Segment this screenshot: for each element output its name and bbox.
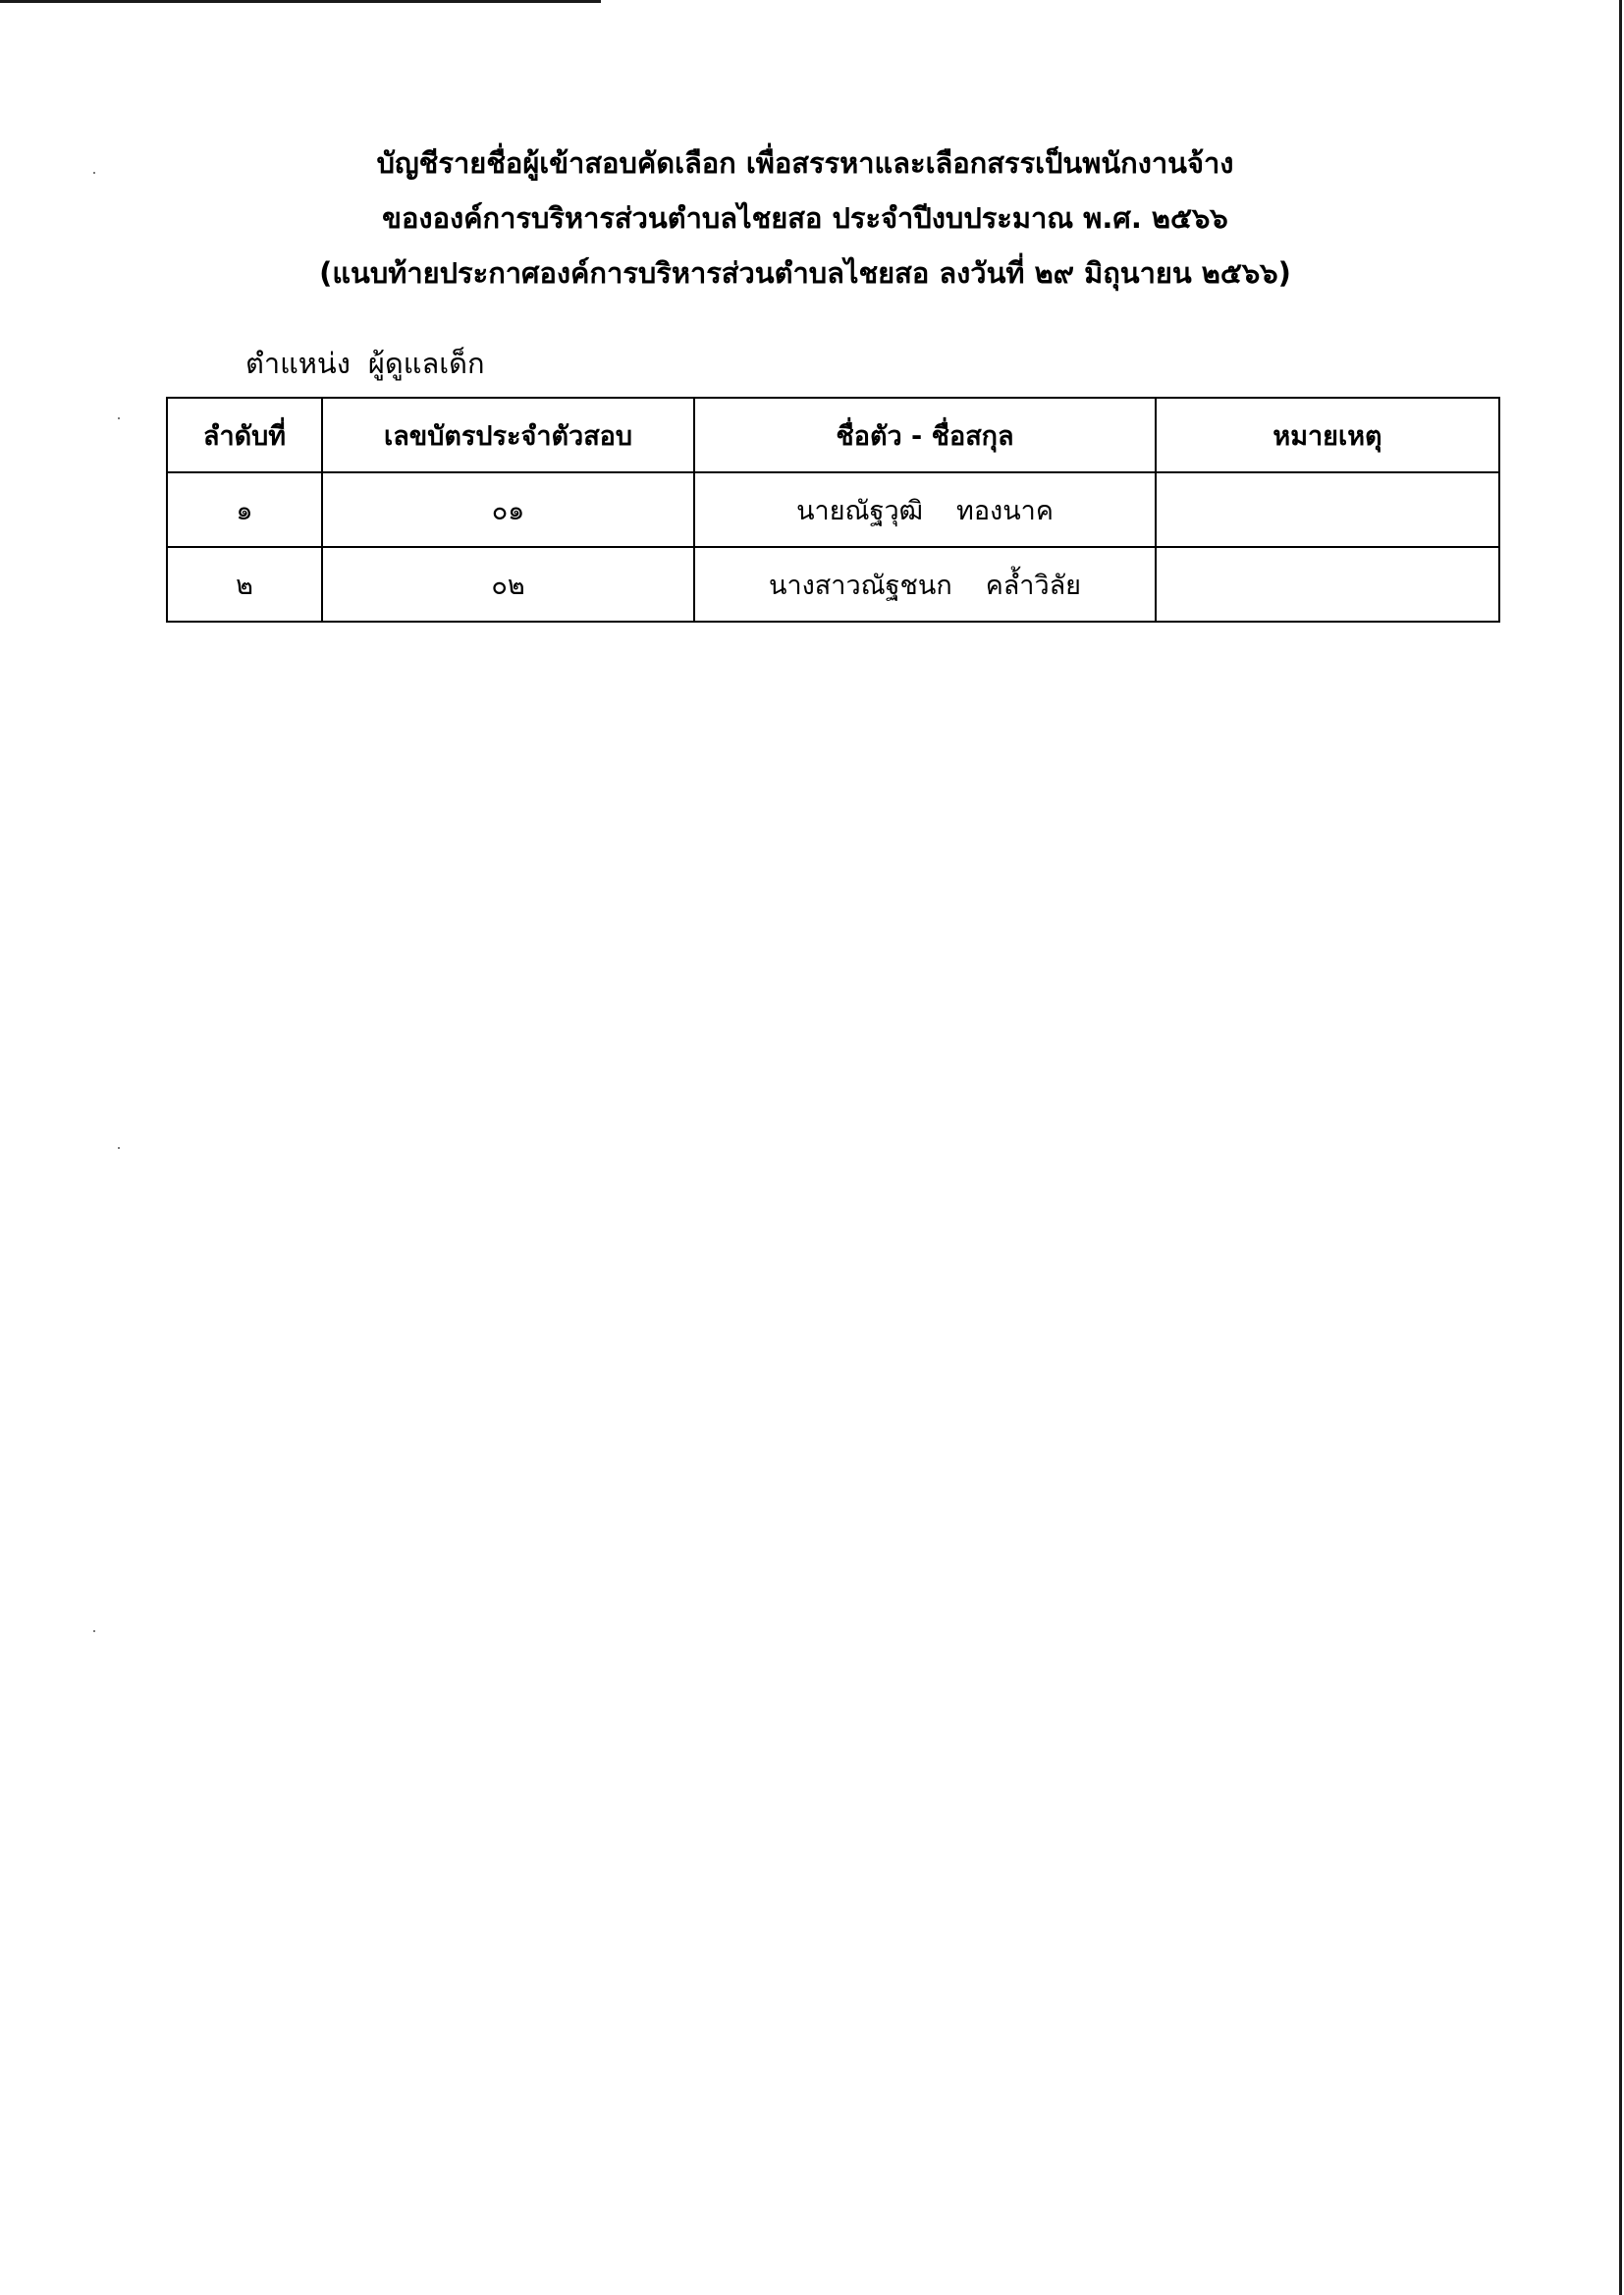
- cell-order: ๑: [167, 472, 322, 547]
- scan-speck: [118, 1147, 120, 1149]
- header-attachment-note: (แนบท้ายประกาศองค์การบริหารส่วนตำบลไชยสอ ลงวันที่ ๒๙ มิถุนายน ๒๕๖๖): [319, 256, 1291, 290]
- scan-border-top: [0, 0, 601, 3]
- cell-first-name: นางสาวณัฐชนก: [769, 570, 952, 601]
- column-header-order: ลำดับที่: [167, 398, 322, 472]
- cell-exam-id: ๐๒: [322, 547, 694, 622]
- scan-speck: [118, 417, 120, 419]
- position-line: [245, 342, 485, 385]
- document-header: [295, 136, 1316, 301]
- table-header-row: [167, 398, 1499, 472]
- position-value: ผู้ดูแลเด็ก: [367, 347, 485, 380]
- header-organization: ขององค์การบริหารส่วนตำบลไชยสอ ประจำปีงบประมาณ พ.ศ. ๒๕๖๖: [382, 201, 1228, 235]
- scan-border-right: [1619, 0, 1622, 2295]
- cell-full-name: [694, 547, 1156, 622]
- header-title: บัญชีรายชื่อผู้เข้าสอบคัดเลือก เพื่อสรรหาและเลือกสรรเป็นพนักงานจ้าง: [376, 146, 1234, 180]
- cell-order: ๒: [167, 547, 322, 622]
- cell-last-name: คล้ำวิลัย: [985, 570, 1081, 601]
- cell-remark: [1156, 472, 1499, 547]
- column-header-remark: หมายเหตุ: [1156, 398, 1499, 472]
- cell-first-name: นายณัฐวุฒิ: [796, 495, 924, 526]
- scan-speck: [93, 1630, 95, 1632]
- candidate-table: [166, 397, 1500, 623]
- table-row: [167, 472, 1499, 547]
- cell-full-name: [694, 472, 1156, 547]
- table-row: [167, 547, 1499, 622]
- cell-last-name: ทองนาค: [956, 495, 1054, 526]
- scan-speck: [93, 172, 95, 174]
- cell-exam-id: ๐๑: [322, 472, 694, 547]
- cell-remark: [1156, 547, 1499, 622]
- position-label: ตำแหน่ง: [245, 347, 351, 380]
- column-header-full-name: ชื่อตัว - ชื่อสกุล: [694, 398, 1156, 472]
- column-header-exam-id: เลขบัตรประจำตัวสอบ: [322, 398, 694, 472]
